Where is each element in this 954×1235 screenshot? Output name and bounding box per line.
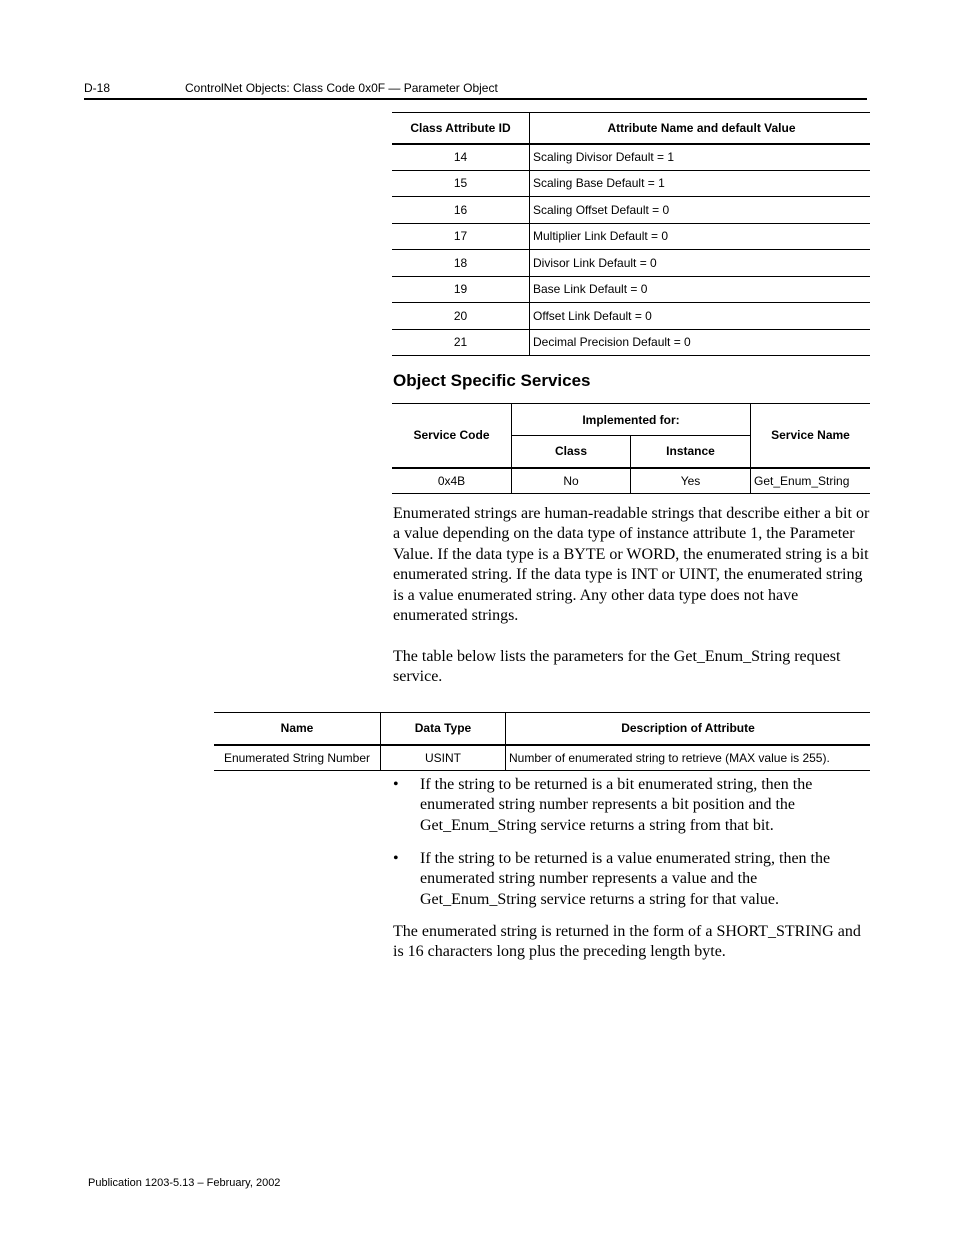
col-header-attribute-name: Attribute Name and default Value <box>530 113 871 144</box>
list-item <box>393 775 873 837</box>
service-class: No <box>512 468 631 494</box>
table-row <box>392 303 870 330</box>
col-header-implemented-for: Implemented for: <box>512 404 751 436</box>
list-item <box>393 849 873 911</box>
table-row <box>392 250 870 277</box>
col-header-service-code: Service Code <box>392 404 512 468</box>
attribute-id: 14 <box>392 144 530 171</box>
col-header-class: Class <box>512 436 631 468</box>
attribute-name: Divisor Link Default = 0 <box>530 250 871 277</box>
table-row <box>392 329 870 356</box>
col-header-class-attribute-id: Class Attribute ID <box>392 113 530 144</box>
services-table <box>392 403 870 494</box>
attribute-name: Scaling Offset Default = 0 <box>530 197 871 224</box>
attribute-id: 15 <box>392 170 530 197</box>
bullet-text: If the string to be returned is a value enumerated string, then the enumerated string number represents a value and the Get_Enum_String service returns a string for that value. <box>420 850 831 908</box>
attribute-name: Scaling Divisor Default = 1 <box>530 144 871 171</box>
attribute-id: 20 <box>392 303 530 330</box>
param-type: USINT <box>381 745 506 771</box>
col-header-service-name: Service Name <box>751 404 871 468</box>
bullet-text: If the string to be returned is a bit enumerated string, then the enumerated string number represents a bit position and the Get_Enum_String service returns a string from that bit. <box>420 776 813 834</box>
table-row <box>392 170 870 197</box>
param-description: Number of enumerated string to retrieve (MAX value is 255). <box>506 745 871 771</box>
table-row <box>392 223 870 250</box>
attribute-id: 17 <box>392 223 530 250</box>
service-name: Get_Enum_String <box>751 468 871 494</box>
paragraph-short-string: The enumerated string is returned in the form of a SHORT_STRING and is 16 characters long plus the preceding length byte. <box>393 923 861 961</box>
attribute-name: Scaling Base Default = 1 <box>530 170 871 197</box>
table-row <box>392 468 870 494</box>
col-header-data-type: Data Type <box>381 713 506 745</box>
attribute-name: Offset Link Default = 0 <box>530 303 871 330</box>
service-code: 0x4B <box>392 468 512 494</box>
class-attribute-table <box>392 112 870 356</box>
col-header-instance: Instance <box>631 436 751 468</box>
page-number: D-18 <box>84 81 111 95</box>
attribute-id: 19 <box>392 276 530 303</box>
running-header: ControlNet Objects: Class Code 0x0F — Parameter Object <box>185 81 498 95</box>
param-name: Enumerated String Number <box>214 745 381 771</box>
header-rule <box>84 98 867 100</box>
bullet-marker: • <box>393 850 399 867</box>
attribute-id: 21 <box>392 329 530 356</box>
table-row <box>392 197 870 224</box>
attribute-id: 16 <box>392 197 530 224</box>
table-row <box>392 144 870 171</box>
publication-footer: Publication 1203-5.13 – February, 2002 <box>88 1177 281 1189</box>
paragraph-table-intro: The table below lists the parameters for the Get_Enum_String request service. <box>393 648 841 686</box>
section-title: Object Specific Services <box>393 371 591 390</box>
service-instance: Yes <box>631 468 751 494</box>
bullet-marker: • <box>393 776 399 793</box>
attribute-id: 18 <box>392 250 530 277</box>
table-row <box>214 745 870 771</box>
col-header-description: Description of Attribute <box>506 713 871 745</box>
attribute-name: Base Link Default = 0 <box>530 276 871 303</box>
col-header-name: Name <box>214 713 381 745</box>
attribute-name: Multiplier Link Default = 0 <box>530 223 871 250</box>
table-row <box>392 276 870 303</box>
paragraph-enumerated-strings: Enumerated strings are human-readable strings that describe either a bit or a value depending on the data type of instance attribute 1, the Parameter Value. If the data type is a BYTE or WORD, the enumerated string is a bit enumerated string. If the data type is INT or UINT, the enumerated string is a value enumerated string. Any other data type does not have enumerated strings. <box>393 505 870 625</box>
attribute-name: Decimal Precision Default = 0 <box>530 329 871 356</box>
parameters-table <box>214 712 870 771</box>
